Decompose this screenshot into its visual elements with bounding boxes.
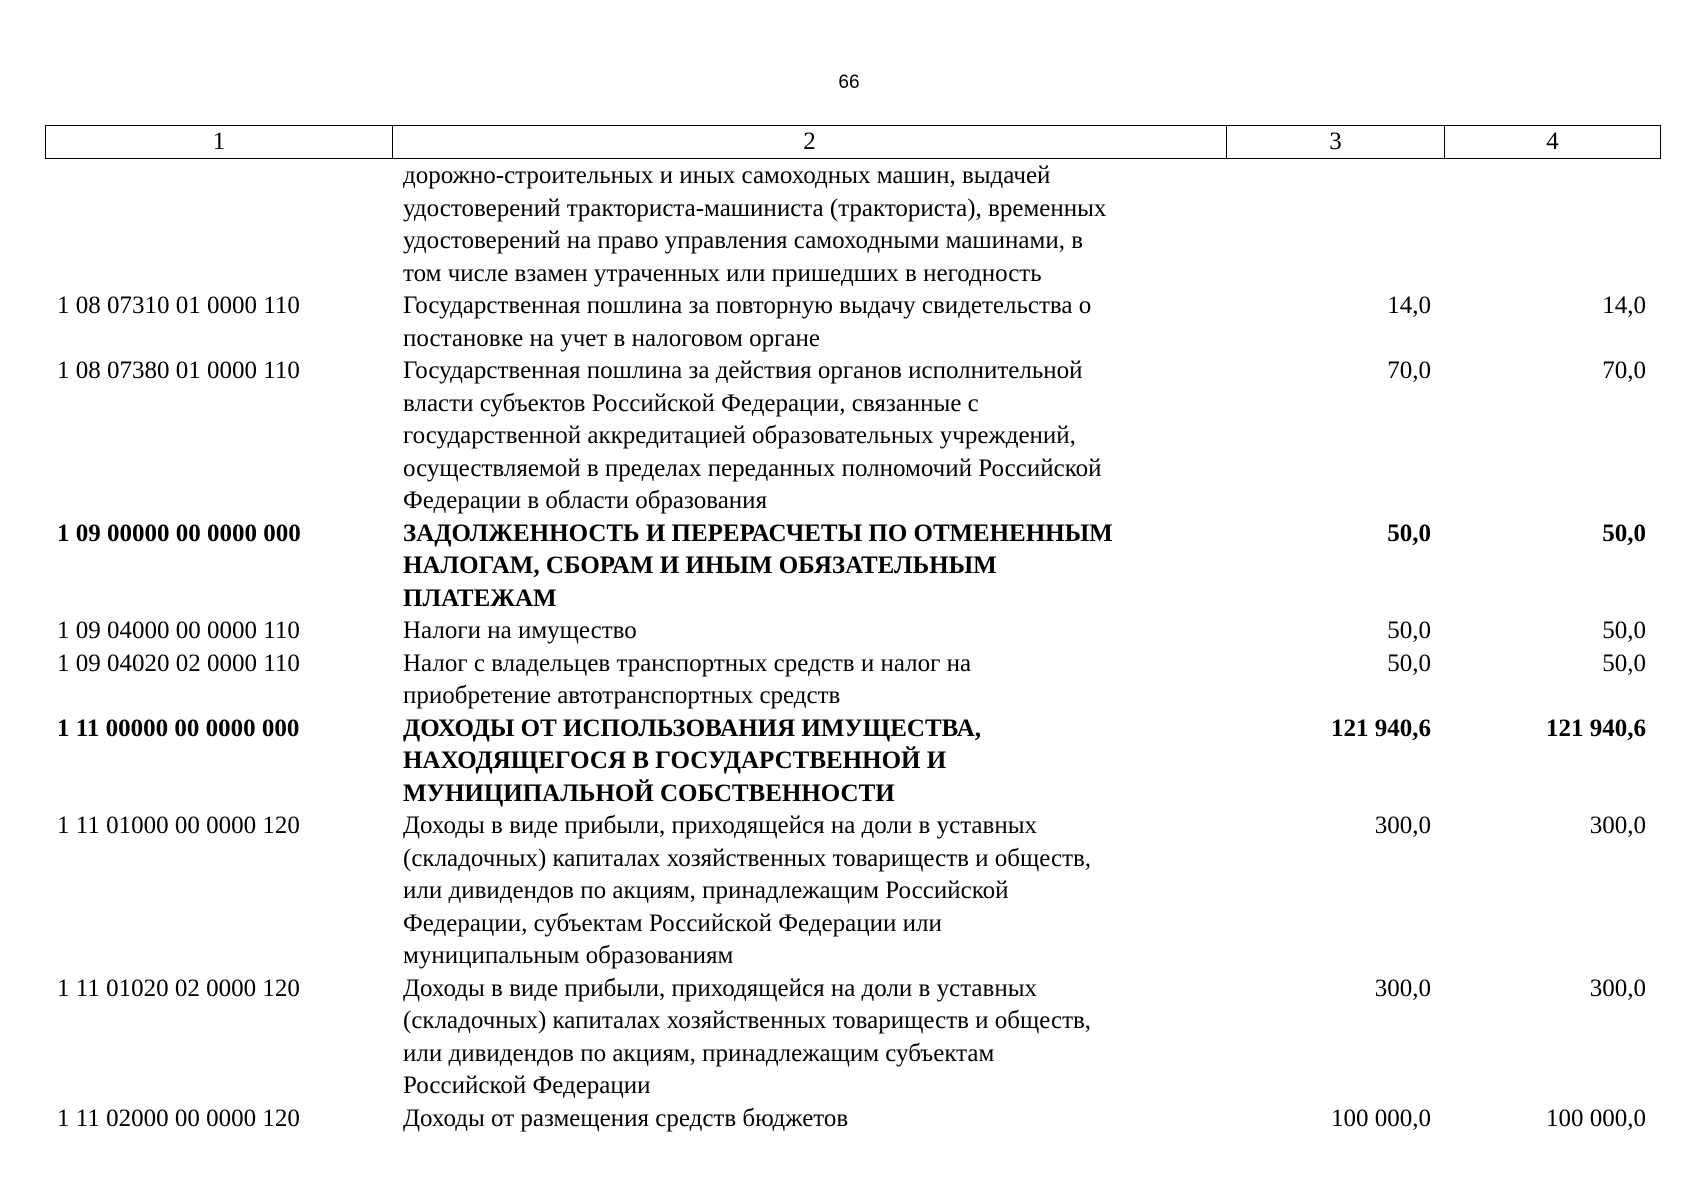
column-header-1: 1: [46, 126, 393, 159]
column-header-2: 2: [393, 126, 1227, 159]
page-number: 66: [838, 72, 860, 93]
table-row: [45, 713, 1656, 811]
table-row: [45, 615, 1656, 648]
revenue-description: Государственная пошлина за повторную выдачу свидетельства о постановке на учет в налоговом органе: [403, 292, 1092, 352]
amount-column-3: 70,0: [1387, 357, 1431, 384]
classification-code: 1 08 07310 01 0000 110: [57, 292, 300, 319]
amount-column-4: 70,0: [1602, 357, 1646, 384]
amount-column-3: 300,0: [1374, 812, 1431, 839]
classification-code: 1 08 07380 01 0000 110: [57, 357, 300, 384]
amount-column-3: 50,0: [1387, 649, 1431, 677]
classification-code: [45, 160, 391, 290]
table-row: [45, 810, 1656, 973]
revenue-description: Налоги на имущество: [403, 617, 637, 644]
classification-code: 1 09 04000 00 0000 110: [57, 617, 300, 644]
classification-code: 1 11 01000 00 0000 120: [57, 812, 300, 839]
amount-column-3: [1224, 160, 1441, 290]
amount-column-4: 14,0: [1602, 292, 1646, 319]
revenue-description: ЗАДОЛЖЕННОСТЬ И ПЕРЕРАСЧЕТЫ ПО ОТМЕНЕННЫМ НАЛОГАМ, СБОРАМ И ИНЫМ ОБЯЗАТЕЛЬНЫМ ПЛАТЕЖАМ: [403, 519, 1113, 612]
classification-code: 1 11 00000 00 0000 000: [57, 714, 300, 742]
column-header-4: 4: [1445, 126, 1661, 159]
revenue-description: Доходы от размещения средств бюджетов: [403, 1104, 849, 1132]
revenue-description: ДОХОДЫ ОТ ИСПОЛЬЗОВАНИЯ ИМУЩЕСТВА, НАХОДЯЩЕГОСЯ В ГОСУДАРСТВЕННОЙ И МУНИЦИПАЛЬНОЙ СОБСТВЕННОСТИ: [403, 714, 982, 807]
amount-column-4: 300,0: [1589, 812, 1646, 839]
amount-column-4: 100 000,0: [1546, 1104, 1646, 1132]
table-row: [45, 518, 1656, 616]
amount-column-3: 121 940,6: [1331, 714, 1431, 742]
revenue-description: Доходы в виде прибыли, приходящейся на доли в уставных (складочных) капиталах хозяйственных товариществ и обществ, или дивидендов по акциям, принадлежащим Российской Федерации, субъектам Российской Федерации или муниципальным образованиям: [403, 812, 1092, 969]
table-row: [45, 290, 1656, 355]
column-header-3: 3: [1227, 126, 1445, 159]
amount-column-3: 50,0: [1387, 617, 1431, 644]
table-row: [45, 973, 1656, 1103]
revenue-table-body: [45, 160, 1656, 1135]
revenue-description: Государственная пошлина за действия органов исполнительной власти субъектов Российской Федерации, связанные с государственной аккредитацией образовательных учреждений, осуществляемой в пределах переданных полномочий Российской Федерации в области образования: [403, 357, 1102, 514]
column-header-row: [45, 125, 1661, 159]
table-row: [45, 648, 1656, 713]
amount-column-4: 50,0: [1602, 649, 1646, 677]
classification-code: 1 09 04020 02 0000 110: [57, 649, 300, 677]
amount-column-4: 300,0: [1589, 974, 1646, 1002]
revenue-description: дорожно-строительных и иных самоходных машин, выдачей удостоверений тракториста-машиниста (тракториста), временных удостоверений на право управления самоходными машинами, в том числе взамен утраченных или пришедших в негодность: [403, 162, 1107, 287]
classification-code: 1 11 02000 00 0000 120: [57, 1104, 300, 1132]
amount-column-4: [1441, 160, 1656, 290]
amount-column-4: 121 940,6: [1546, 714, 1646, 742]
amount-column-3: 50,0: [1387, 519, 1431, 547]
table-row: [45, 355, 1656, 518]
classification-code: 1 09 00000 00 0000 000: [57, 519, 301, 547]
table-row: [45, 160, 1656, 290]
classification-code: 1 11 01020 02 0000 120: [57, 974, 300, 1002]
amount-column-4: 50,0: [1602, 519, 1646, 547]
amount-column-3: 300,0: [1374, 974, 1431, 1002]
amount-column-4: 50,0: [1602, 617, 1646, 644]
amount-column-3: 14,0: [1387, 292, 1431, 319]
table-row: [45, 1103, 1656, 1136]
amount-column-3: 100 000,0: [1331, 1104, 1431, 1132]
revenue-description: Доходы в виде прибыли, приходящейся на доли в уставных (складочных) капиталах хозяйственных товариществ и обществ, или дивидендов по акциям, принадлежащим субъектам Российской Федерации: [403, 974, 1092, 1099]
revenue-description: Налог с владельцев транспортных средств и налог на приобретение автотранспортных средств: [403, 649, 972, 709]
